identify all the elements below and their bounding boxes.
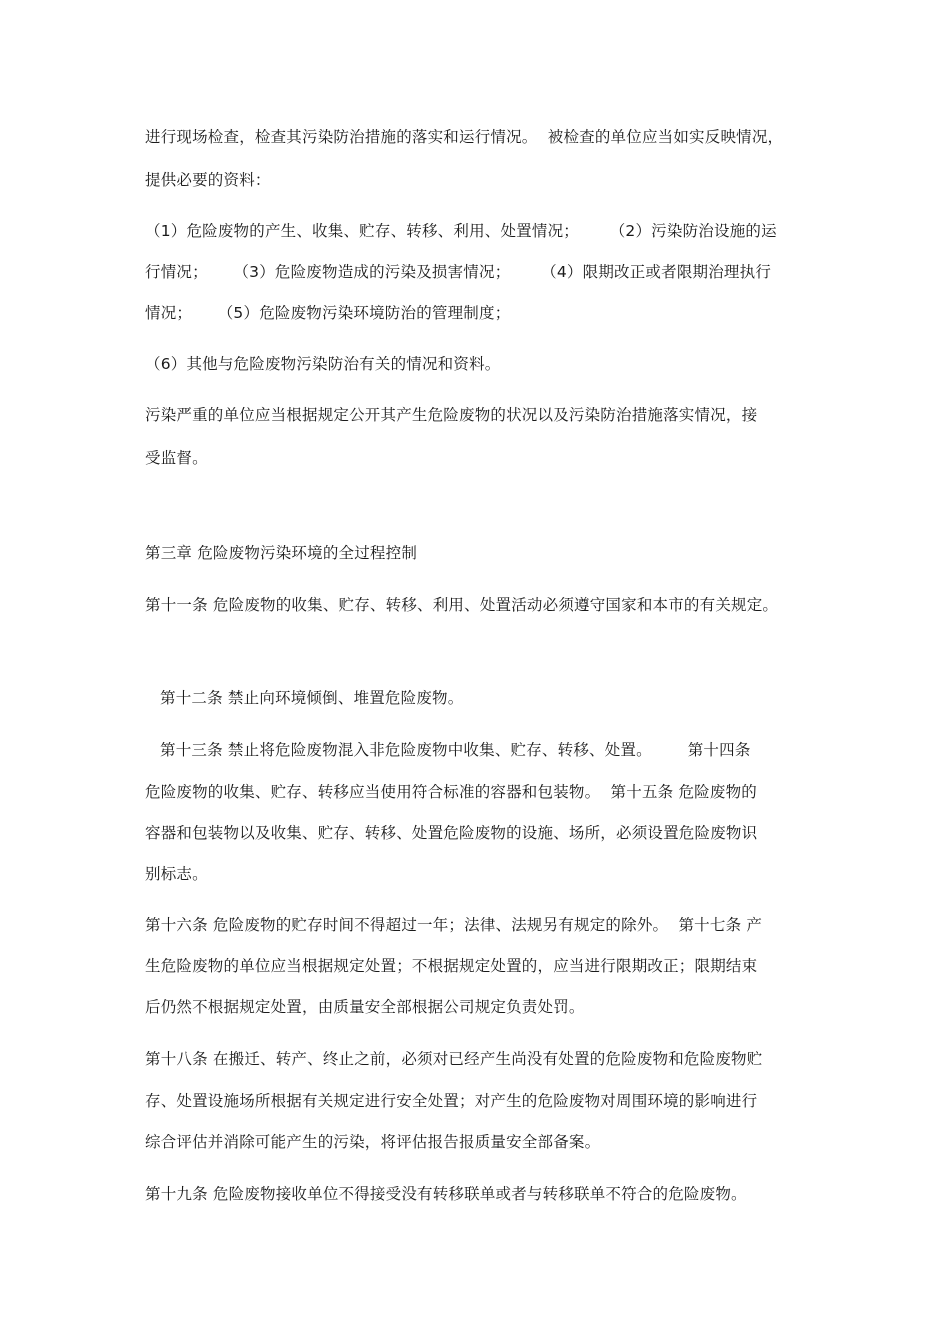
text-line: 行情况； （3）危险废物造成的污染及损害情况； （4）限期改正或者限期治理执行	[145, 263, 772, 281]
text-line: 受监督。	[145, 449, 208, 467]
text-line: 第十二条 禁止向环境倾倒、堆置危险废物。	[160, 689, 464, 707]
text-line: 生危险废物的单位应当根据规定处置；不根据规定处置的，应当进行限期改正；限期结束	[145, 957, 758, 975]
text-line: 危险废物的收集、贮存、转移应当使用符合标准的容器和包装物。 第十五条 危险废物的	[145, 783, 757, 801]
text-line: 提供必要的资料：	[145, 171, 271, 189]
text-line: 情况； （5）危险废物污染环境防治的管理制度；	[145, 304, 511, 322]
text-line: 第十八条 在搬迁、转产、终止之前，必须对已经产生尚没有处置的危险废物和危险废物贮	[145, 1050, 763, 1068]
text-line: 污染严重的单位应当根据规定公开其产生危险废物的状况以及污染防治措施落实情况，接	[145, 406, 758, 424]
text-line: 存、处置设施场所根据有关规定进行安全处置；对产生的危险废物对周围环境的影响进行	[145, 1092, 758, 1110]
text-line: 第十六条 危险废物的贮存时间不得超过一年；法律、法规另有规定的除外。 第十七条 产	[145, 916, 763, 934]
text-line: 综合评估并消除可能产生的污染，将评估报告报质量安全部备案。	[145, 1133, 601, 1151]
text-line: （1）危险废物的产生、收集、贮存、转移、利用、处置情况； （2）污染防治设施的运	[145, 222, 777, 240]
text-line: 容器和包装物以及收集、贮存、转移、处置危险废物的设施、场所，必须设置危险废物识	[145, 824, 758, 842]
text-line: 后仍然不根据规定处置，由质量安全部根据公司规定负责处罚。	[145, 998, 585, 1016]
text-line: （6）其他与危险废物污染防治有关的情况和资料。	[145, 355, 501, 373]
text-line: 第十九条 危险废物接收单位不得接受没有转移联单或者与转移联单不符合的危险废物。	[145, 1185, 747, 1203]
text-line: 别标志。	[145, 865, 208, 883]
text-line: 第十一条 危险废物的收集、贮存、转移、利用、处置活动必须遵守国家和本市的有关规定。	[145, 596, 779, 614]
chapter-heading: 第三章 危险废物污染环境的全过程控制	[145, 544, 418, 562]
text-line: 第十三条 禁止将危险废物混入非危险废物中收集、贮存、转移、处置。 第十四条	[160, 741, 751, 759]
text-line: 进行现场检查，检查其污染防治措施的落实和运行情况。 被检查的单位应当如实反映情况，	[145, 128, 784, 146]
